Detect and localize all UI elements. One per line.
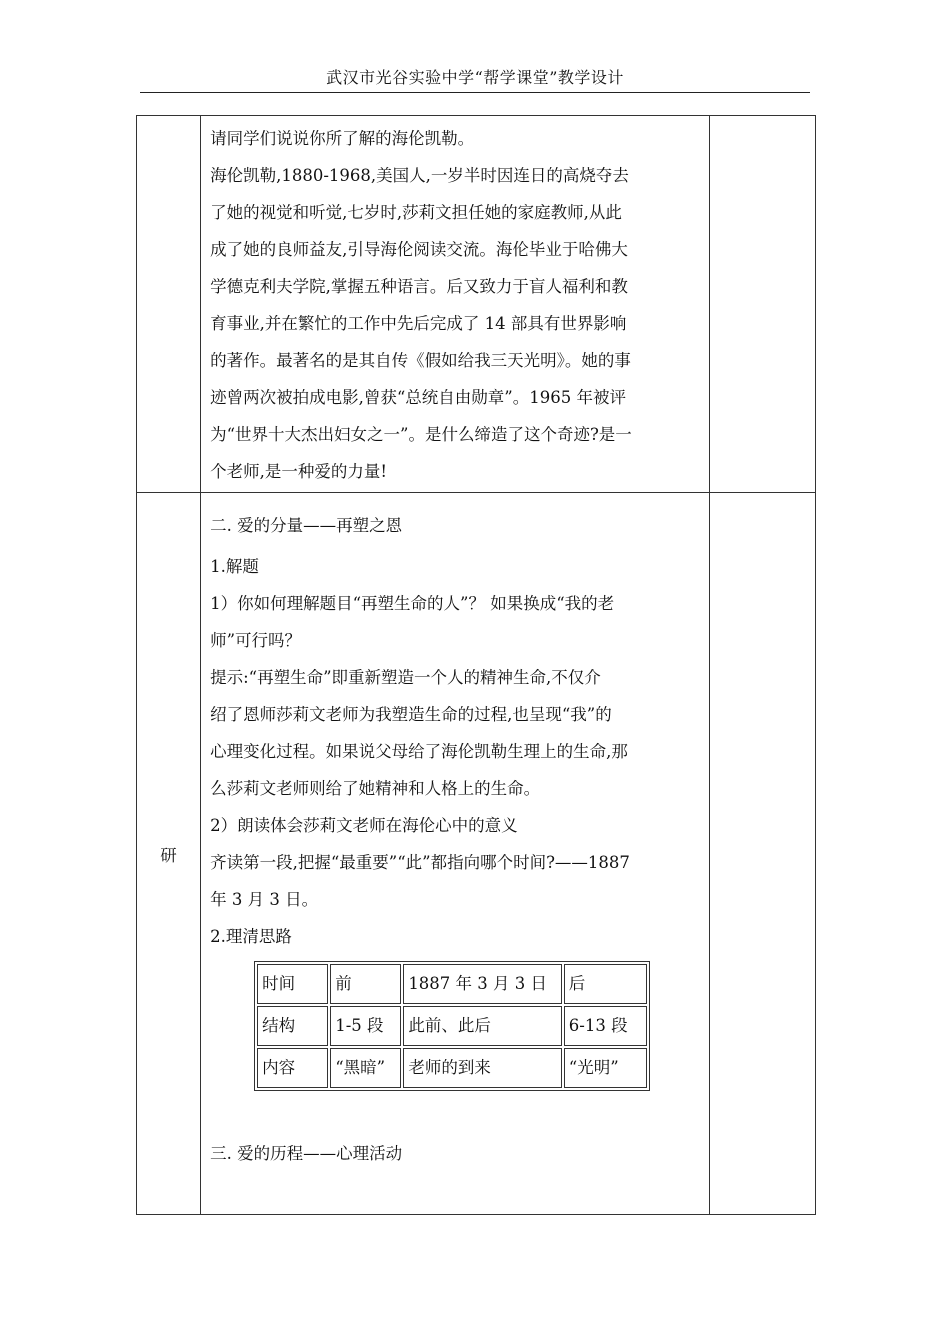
table-row-intro bbox=[137, 116, 816, 493]
row-label bbox=[137, 116, 201, 493]
structure-row bbox=[257, 1006, 647, 1046]
text-line: 海伦凯勒,1880-1968,美国人,一岁半时因连日的高烧夺去 bbox=[210, 166, 629, 185]
content-cell-intro bbox=[201, 116, 710, 493]
structure-table bbox=[254, 961, 650, 1091]
text-line: 请同学们说说你所了解的海伦凯勒。 bbox=[210, 129, 475, 148]
text-line: 提示:“再塑生命”即重新塑造一个人的精神生命,不仅介 bbox=[210, 668, 601, 687]
text-line: 育事业,并在繁忙的工作中先后完成了 14 部具有世界影响 bbox=[210, 314, 627, 333]
notes-cell bbox=[709, 493, 815, 1215]
page-header-title: 武汉市光谷实验中学“帮学课堂”教学设计 bbox=[140, 66, 810, 93]
text-line: 为“世界十大杰出妇女之一”。是什么缔造了这个奇迹?是一 bbox=[210, 425, 632, 444]
lesson-table bbox=[136, 115, 816, 1215]
text-line: 齐读第一段,把握“最重要”“此”都指向哪个时间?——1887 bbox=[210, 853, 630, 872]
text-line: 年 3 月 3 日。 bbox=[210, 890, 319, 909]
text-line: 绍了恩师莎莉文老师为我塑造生命的过程,也呈现“我”的 bbox=[210, 705, 612, 724]
text-line: 师”可行吗？ bbox=[210, 631, 302, 650]
text-line: 个老师,是一种爱的力量! bbox=[210, 462, 387, 481]
structure-cell: “黑暗” bbox=[330, 1048, 401, 1088]
structure-cell: 后 bbox=[564, 964, 647, 1004]
text-line: 成了她的良师益友,引导海伦阅读交流。海伦毕业于哈佛大 bbox=[210, 240, 628, 259]
section-3-title: 三. 爱的历程——心理活动 bbox=[210, 1144, 403, 1163]
text-line: 1）你如何理解题目“再塑生命的人”？ 如果换成“我的老 bbox=[210, 594, 615, 613]
structure-row bbox=[257, 1048, 647, 1088]
text-line: 的著作。最著名的是其自传《假如给我三天光明》。她的事 bbox=[210, 351, 631, 370]
structure-cell: 老师的到来 bbox=[403, 1048, 561, 1088]
structure-cell: 内容 bbox=[257, 1048, 328, 1088]
text-line: 2.理清思路 bbox=[210, 927, 292, 946]
intro-text bbox=[201, 116, 709, 490]
section-2-title: 二. 爱的分量——再塑之恩 bbox=[210, 516, 403, 535]
structure-cell: 前 bbox=[330, 964, 401, 1004]
structure-cell: 时间 bbox=[257, 964, 328, 1004]
structure-cell: “光明” bbox=[564, 1048, 647, 1088]
structure-cell: 此前、此后 bbox=[403, 1006, 561, 1046]
text-line: 1.解题 bbox=[210, 557, 259, 576]
structure-cell: 6-13 段 bbox=[564, 1006, 647, 1046]
text-line: 2）朗读体会莎莉文老师在海伦心中的意义 bbox=[210, 816, 518, 835]
text-line: 学德克利夫学院,掌握五种语言。后又致力于盲人福利和教 bbox=[210, 277, 628, 296]
structure-row bbox=[257, 964, 647, 1004]
structure-cell: 结构 bbox=[257, 1006, 328, 1046]
structure-cell: 1-5 段 bbox=[330, 1006, 401, 1046]
table-row-research bbox=[137, 493, 816, 1215]
notes-cell bbox=[709, 116, 815, 493]
research-text bbox=[210, 548, 701, 955]
text-line: 迹曾两次被拍成电影,曾获“总统自由勋章”。1965 年被评 bbox=[210, 388, 626, 407]
text-line: 么莎莉文老师则给了她精神和人格上的生命。 bbox=[210, 779, 541, 798]
structure-cell: 1887 年 3 月 3 日 bbox=[403, 964, 561, 1004]
content-cell-research bbox=[201, 493, 710, 1215]
text-line: 心理变化过程。如果说父母给了海伦凯勒生理上的生命,那 bbox=[210, 742, 628, 761]
text-line: 了她的视觉和听觉,七岁时,莎莉文担任她的家庭教师,从此 bbox=[210, 203, 622, 222]
row-label-yan: 研 bbox=[137, 493, 201, 1215]
